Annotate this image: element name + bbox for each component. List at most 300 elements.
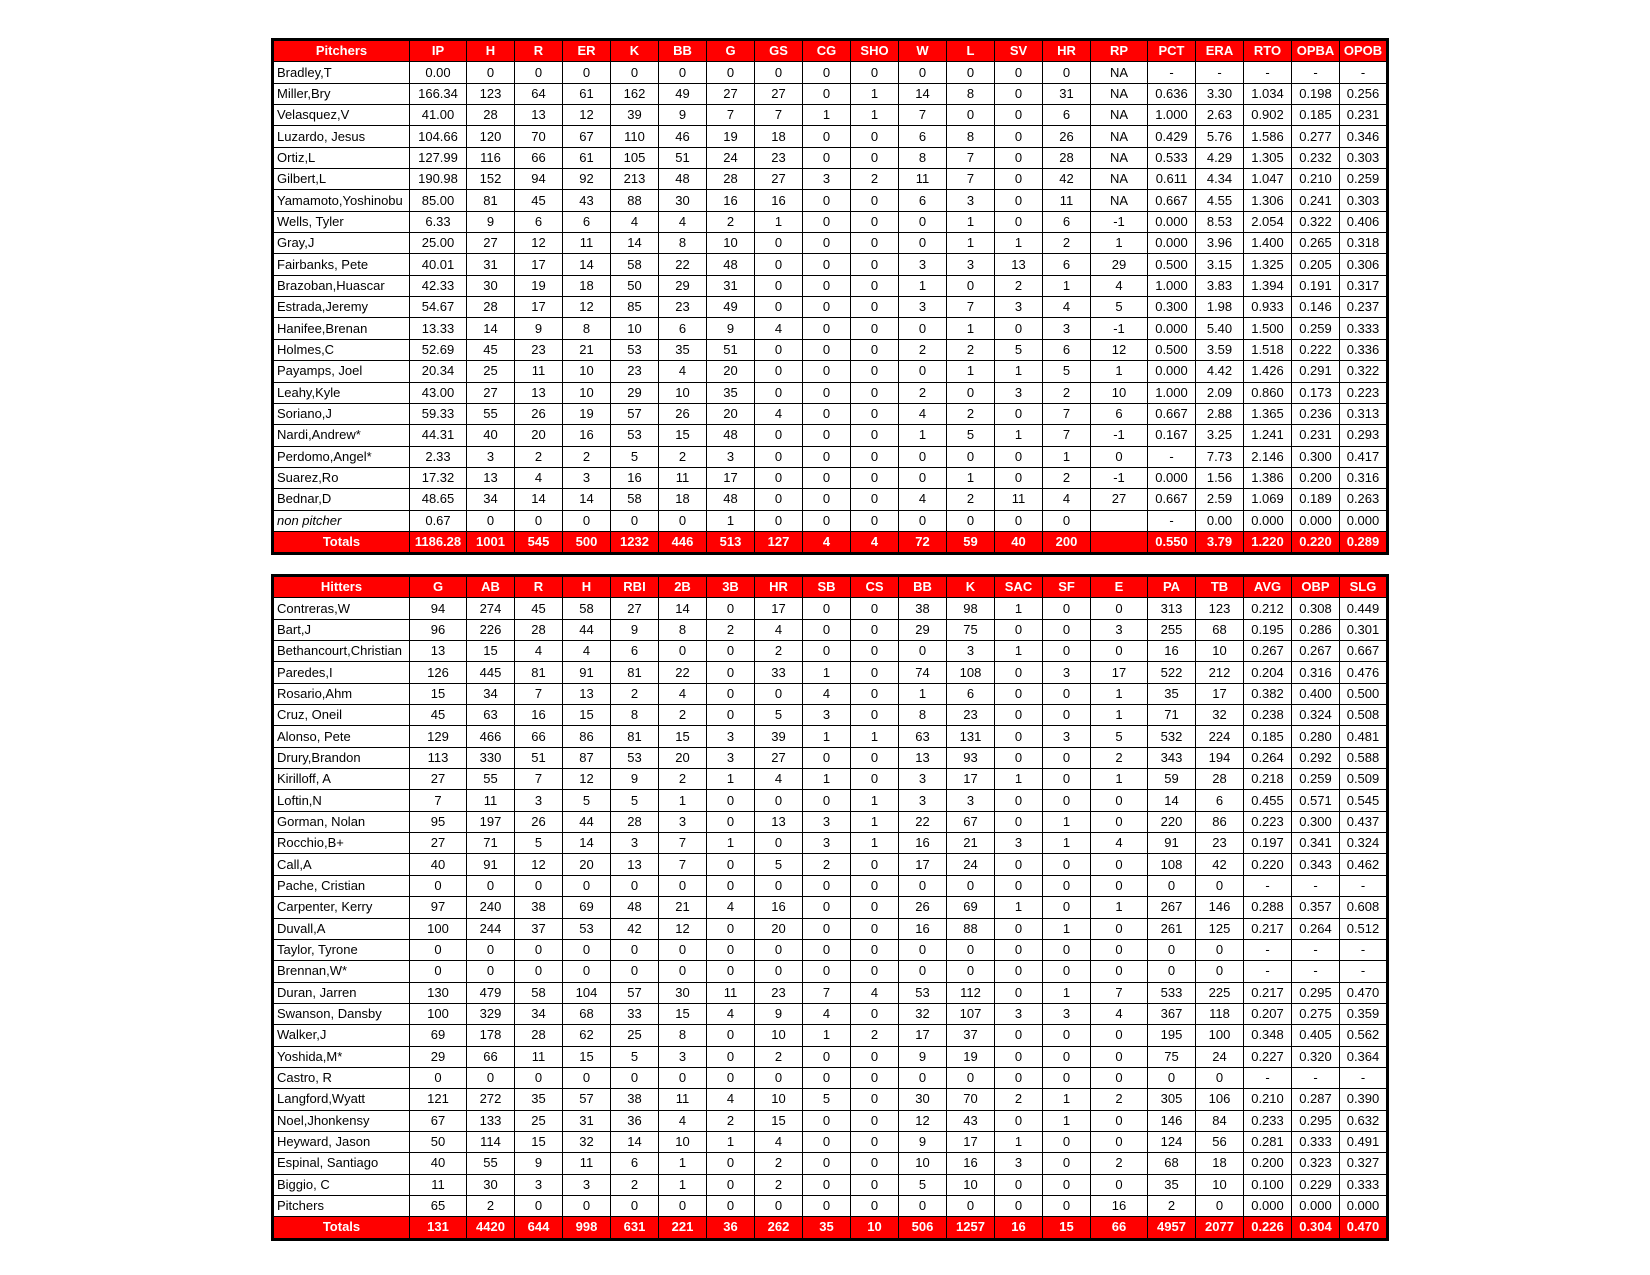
stat-cell: 10 bbox=[947, 1174, 995, 1195]
player-name: Miller,Bry bbox=[273, 83, 410, 104]
stat-cell: 0 bbox=[995, 939, 1043, 960]
stat-cell: 4 bbox=[515, 641, 563, 662]
stat-cell: 3 bbox=[947, 641, 995, 662]
stat-cell: 2 bbox=[899, 382, 947, 403]
table-row bbox=[273, 811, 1388, 832]
table-row bbox=[273, 1174, 1388, 1195]
stat-cell: 6 bbox=[899, 126, 947, 147]
stat-cell: 0 bbox=[851, 190, 899, 211]
stat-cell: 1.394 bbox=[1244, 275, 1292, 296]
stat-cell: 0 bbox=[1091, 446, 1148, 467]
stat-cell: - bbox=[1292, 939, 1340, 960]
stat-cell: 0.348 bbox=[1244, 1025, 1292, 1046]
stat-cell: 0 bbox=[755, 833, 803, 854]
stat-cell: 3 bbox=[995, 297, 1043, 318]
stat-cell: 15 bbox=[563, 1046, 611, 1067]
stat-cell: 0 bbox=[563, 1067, 611, 1088]
totals-cell: 1186.28 bbox=[410, 531, 467, 553]
stat-cell: 15 bbox=[467, 641, 515, 662]
stat-cell: 0 bbox=[611, 875, 659, 896]
pitchers-column-header: K bbox=[611, 40, 659, 62]
stat-cell: 6 bbox=[515, 211, 563, 232]
stat-cell: 48 bbox=[707, 425, 755, 446]
stat-cell: 40.01 bbox=[410, 254, 467, 275]
stat-cell: 2 bbox=[515, 446, 563, 467]
stat-cell: 0 bbox=[707, 1174, 755, 1195]
stat-cell: 0 bbox=[707, 811, 755, 832]
stat-cell: 0.333 bbox=[1340, 1174, 1388, 1195]
stat-cell: 0 bbox=[899, 1067, 947, 1088]
table-row bbox=[273, 854, 1388, 875]
stat-cell: 3 bbox=[947, 254, 995, 275]
stat-cell: 75 bbox=[1148, 1046, 1196, 1067]
hitters-column-header: AVG bbox=[1244, 576, 1292, 598]
stat-cell: 9 bbox=[515, 318, 563, 339]
stat-cell: 108 bbox=[1148, 854, 1196, 875]
stat-cell: 24 bbox=[1196, 1046, 1244, 1067]
stat-cell: 0 bbox=[707, 641, 755, 662]
stat-cell: 0 bbox=[467, 961, 515, 982]
stat-cell: 61 bbox=[563, 83, 611, 104]
pitchers-column-header: ERA bbox=[1196, 40, 1244, 62]
stat-cell: 3 bbox=[1043, 662, 1091, 683]
stat-cell: 3 bbox=[467, 446, 515, 467]
stat-cell: 1 bbox=[803, 1025, 851, 1046]
stat-cell: 112 bbox=[947, 982, 995, 1003]
stat-cell: 274 bbox=[467, 598, 515, 619]
table-row bbox=[273, 683, 1388, 704]
stat-cell: 30 bbox=[659, 982, 707, 1003]
stat-cell: 14 bbox=[515, 489, 563, 510]
stat-cell: 0.933 bbox=[1244, 297, 1292, 318]
stat-cell: 131 bbox=[947, 726, 995, 747]
stat-cell: 48 bbox=[707, 489, 755, 510]
stat-cell: 0.636 bbox=[1148, 83, 1196, 104]
stat-cell: 26 bbox=[899, 897, 947, 918]
stat-cell: 0 bbox=[803, 446, 851, 467]
totals-label: Totals bbox=[273, 1217, 410, 1239]
stat-cell: 4 bbox=[1043, 489, 1091, 510]
stat-cell: 0.341 bbox=[1292, 833, 1340, 854]
stat-cell: 0 bbox=[851, 961, 899, 982]
table-row bbox=[273, 361, 1388, 382]
stat-cell: 2.59 bbox=[1196, 489, 1244, 510]
stat-cell: 0 bbox=[995, 169, 1043, 190]
stat-cell: 0 bbox=[563, 62, 611, 83]
stat-cell: 0 bbox=[707, 662, 755, 683]
stat-cell: 3 bbox=[515, 1174, 563, 1195]
stat-cell: 0.236 bbox=[1292, 403, 1340, 424]
pitchers-body bbox=[273, 62, 1388, 532]
stat-cell: 0 bbox=[1091, 1131, 1148, 1152]
stat-cell: 0.238 bbox=[1244, 705, 1292, 726]
stat-cell: 17 bbox=[947, 769, 995, 790]
stat-cell: 96 bbox=[410, 619, 467, 640]
stat-cell: 2 bbox=[659, 769, 707, 790]
totals-cell: 221 bbox=[659, 1217, 707, 1239]
stat-cell: 29 bbox=[659, 275, 707, 296]
stat-cell: 0 bbox=[659, 961, 707, 982]
stat-cell: 7 bbox=[947, 169, 995, 190]
stat-cell: 1.518 bbox=[1244, 339, 1292, 360]
stat-cell: 0 bbox=[467, 1067, 515, 1088]
stat-cell: 4 bbox=[707, 897, 755, 918]
stat-cell: 45 bbox=[515, 598, 563, 619]
totals-cell: 66 bbox=[1091, 1217, 1148, 1239]
stat-cell: 445 bbox=[467, 662, 515, 683]
stat-cell: 0.287 bbox=[1292, 1089, 1340, 1110]
stat-cell: 0 bbox=[851, 619, 899, 640]
player-name: Pitchers bbox=[273, 1195, 410, 1216]
stat-cell: 58 bbox=[611, 254, 659, 275]
stat-cell: 533 bbox=[1148, 982, 1196, 1003]
stat-cell: 11 bbox=[899, 169, 947, 190]
stat-cell: 0.227 bbox=[1244, 1046, 1292, 1067]
stat-cell: 19 bbox=[707, 126, 755, 147]
stat-cell: 1 bbox=[995, 1131, 1043, 1152]
stat-cell: 0 bbox=[659, 1195, 707, 1216]
stat-cell: 20.34 bbox=[410, 361, 467, 382]
stat-cell: 0 bbox=[1043, 1153, 1091, 1174]
stat-cell: 479 bbox=[467, 982, 515, 1003]
stat-cell: 17 bbox=[899, 854, 947, 875]
stat-cell: - bbox=[1244, 961, 1292, 982]
stat-cell: 0.264 bbox=[1292, 918, 1340, 939]
stat-cell: 4 bbox=[1091, 275, 1148, 296]
stat-cell: 0 bbox=[563, 939, 611, 960]
stat-cell: 28 bbox=[611, 811, 659, 832]
stat-cell: 69 bbox=[410, 1025, 467, 1046]
stat-cell: 2 bbox=[947, 403, 995, 424]
stat-cell: 220 bbox=[1148, 811, 1196, 832]
hitters-column-header: K bbox=[947, 576, 995, 598]
stat-cell: 3 bbox=[515, 790, 563, 811]
stat-cell: 267 bbox=[1148, 897, 1196, 918]
pitchers-column-header: HR bbox=[1043, 40, 1091, 62]
stat-cell: 52.69 bbox=[410, 339, 467, 360]
stat-cell: 17.32 bbox=[410, 467, 467, 488]
table-row bbox=[273, 489, 1388, 510]
stat-cell: 49 bbox=[707, 297, 755, 318]
stat-cell: 224 bbox=[1196, 726, 1244, 747]
stat-cell: 0 bbox=[899, 1195, 947, 1216]
stat-cell: 8.53 bbox=[1196, 211, 1244, 232]
stat-cell: 0.229 bbox=[1292, 1174, 1340, 1195]
stat-cell: 0.608 bbox=[1340, 897, 1388, 918]
stat-cell: 0 bbox=[803, 147, 851, 168]
totals-cell: 446 bbox=[659, 531, 707, 553]
stat-cell: 0 bbox=[851, 1174, 899, 1195]
stat-cell: 0.000 bbox=[1148, 318, 1196, 339]
stat-cell: 3 bbox=[803, 705, 851, 726]
stat-cell: 21 bbox=[563, 339, 611, 360]
stat-cell: 0 bbox=[995, 1067, 1043, 1088]
stat-cell: 11 bbox=[410, 1174, 467, 1195]
stat-cell: 0.308 bbox=[1292, 598, 1340, 619]
stat-cell: 0 bbox=[995, 1195, 1043, 1216]
stat-cell: 0.611 bbox=[1148, 169, 1196, 190]
stat-cell: 0.588 bbox=[1340, 747, 1388, 768]
player-name: Castro, R bbox=[273, 1067, 410, 1088]
stat-cell: 25 bbox=[611, 1025, 659, 1046]
stat-cell: 51 bbox=[707, 339, 755, 360]
stat-cell: 14 bbox=[659, 598, 707, 619]
stat-cell: 54.67 bbox=[410, 297, 467, 318]
stat-cell: 212 bbox=[1196, 662, 1244, 683]
stat-cell: 0.512 bbox=[1340, 918, 1388, 939]
stat-cell: 65 bbox=[410, 1195, 467, 1216]
stat-cell: 5.76 bbox=[1196, 126, 1244, 147]
stat-cell: 1 bbox=[1043, 446, 1091, 467]
pitchers-table bbox=[271, 38, 1389, 555]
stat-cell: 32 bbox=[1196, 705, 1244, 726]
stat-cell: 0.000 bbox=[1148, 211, 1196, 232]
stat-cell: - bbox=[1148, 510, 1196, 531]
stat-cell: 10 bbox=[1196, 1174, 1244, 1195]
stat-cell: 42 bbox=[1043, 169, 1091, 190]
stat-cell: 23 bbox=[659, 297, 707, 318]
table-row bbox=[273, 1067, 1388, 1088]
stat-cell: 1 bbox=[851, 83, 899, 104]
stat-cell: 0 bbox=[1091, 875, 1148, 896]
stat-cell: 7 bbox=[1043, 425, 1091, 446]
stat-cell: 0.333 bbox=[1292, 1131, 1340, 1152]
player-name: Paredes,I bbox=[273, 662, 410, 683]
stat-cell: 1.306 bbox=[1244, 190, 1292, 211]
stat-cell: 71 bbox=[1148, 705, 1196, 726]
hitters-column-header: R bbox=[515, 576, 563, 598]
stat-cell: 7 bbox=[1043, 403, 1091, 424]
player-name: Brennan,W* bbox=[273, 961, 410, 982]
stat-cell: 0 bbox=[899, 211, 947, 232]
totals-cell: 4957 bbox=[1148, 1217, 1196, 1239]
stat-cell: 1 bbox=[707, 510, 755, 531]
table-row bbox=[273, 769, 1388, 790]
stat-cell: 3 bbox=[899, 769, 947, 790]
stat-cell: 17 bbox=[707, 467, 755, 488]
stat-cell: 10 bbox=[1196, 641, 1244, 662]
table-row bbox=[273, 297, 1388, 318]
stat-cell: 0 bbox=[755, 339, 803, 360]
stat-cell: 114 bbox=[467, 1131, 515, 1152]
stat-cell: 0 bbox=[851, 275, 899, 296]
stat-cell: 85.00 bbox=[410, 190, 467, 211]
stat-cell: -1 bbox=[1091, 211, 1148, 232]
stat-cell: 0 bbox=[755, 510, 803, 531]
stat-cell: 4.34 bbox=[1196, 169, 1244, 190]
stat-cell: 0.280 bbox=[1292, 726, 1340, 747]
stat-cell: 16 bbox=[563, 425, 611, 446]
stat-cell: 0 bbox=[1091, 1025, 1148, 1046]
pitchers-column-header: OPBA bbox=[1292, 40, 1340, 62]
stat-cell: 2 bbox=[611, 683, 659, 704]
totals-cell: 0.550 bbox=[1148, 531, 1196, 553]
stat-cell: 68 bbox=[1148, 1153, 1196, 1174]
stat-cell: 37 bbox=[947, 1025, 995, 1046]
stat-cell: 0 bbox=[1043, 1067, 1091, 1088]
stat-cell: 1 bbox=[755, 211, 803, 232]
stat-cell: 178 bbox=[467, 1025, 515, 1046]
stat-cell: 0 bbox=[611, 1195, 659, 1216]
stat-cell: 0.218 bbox=[1244, 769, 1292, 790]
stat-cell: 0.316 bbox=[1340, 467, 1388, 488]
stat-cell: 0 bbox=[851, 1046, 899, 1067]
stat-cell: 166.34 bbox=[410, 83, 467, 104]
stat-cell: NA bbox=[1091, 190, 1148, 211]
stat-cell: 0.357 bbox=[1292, 897, 1340, 918]
stat-cell: 0 bbox=[947, 382, 995, 403]
stat-cell: 27 bbox=[707, 83, 755, 104]
player-name: Duran, Jarren bbox=[273, 982, 410, 1003]
stat-cell: 4.55 bbox=[1196, 190, 1244, 211]
stat-cell: 16 bbox=[707, 190, 755, 211]
stat-cell: 48 bbox=[611, 897, 659, 918]
player-name: Estrada,Jeremy bbox=[273, 297, 410, 318]
table-row bbox=[273, 425, 1388, 446]
stat-cell: 0 bbox=[707, 961, 755, 982]
player-name: Velasquez,V bbox=[273, 105, 410, 126]
totals-cell: 3.79 bbox=[1196, 531, 1244, 553]
stat-cell: 0 bbox=[1148, 961, 1196, 982]
stat-cell: 31 bbox=[1043, 83, 1091, 104]
stat-cell: 59.33 bbox=[410, 403, 467, 424]
table-row bbox=[273, 339, 1388, 360]
stat-cell: 92 bbox=[563, 169, 611, 190]
stat-cell: 3 bbox=[947, 190, 995, 211]
stat-cell: 0.324 bbox=[1292, 705, 1340, 726]
stat-cell: 0 bbox=[851, 662, 899, 683]
stat-cell: 27 bbox=[410, 769, 467, 790]
stat-cell: 2.054 bbox=[1244, 211, 1292, 232]
stat-cell: 0 bbox=[803, 641, 851, 662]
stat-cell: 41.00 bbox=[410, 105, 467, 126]
player-name: Biggio, C bbox=[273, 1174, 410, 1195]
stat-cell: 0 bbox=[755, 489, 803, 510]
stat-cell: 240 bbox=[467, 897, 515, 918]
stat-cell: 0 bbox=[803, 275, 851, 296]
stat-cell: 0 bbox=[851, 211, 899, 232]
stat-cell: 0 bbox=[851, 918, 899, 939]
stat-cell: 0.256 bbox=[1340, 83, 1388, 104]
totals-cell: 998 bbox=[563, 1217, 611, 1239]
stat-cell: 0.313 bbox=[1340, 403, 1388, 424]
stat-cell: 13 bbox=[755, 811, 803, 832]
stat-cell: 130 bbox=[410, 982, 467, 1003]
totals-label: Totals bbox=[273, 531, 410, 553]
stat-cell: 91 bbox=[563, 662, 611, 683]
stat-cell: 24 bbox=[707, 147, 755, 168]
stat-cell: 2 bbox=[755, 1153, 803, 1174]
player-name: Cruz, Oneil bbox=[273, 705, 410, 726]
totals-cell: 15 bbox=[1043, 1217, 1091, 1239]
stat-cell: 104.66 bbox=[410, 126, 467, 147]
stat-cell: 1 bbox=[1043, 275, 1091, 296]
stat-cell: 0 bbox=[1196, 1067, 1244, 1088]
stat-cell: 532 bbox=[1148, 726, 1196, 747]
stat-cell: 0 bbox=[995, 510, 1043, 531]
stat-cell: 1 bbox=[995, 641, 1043, 662]
player-name: Carpenter, Kerry bbox=[273, 897, 410, 918]
stat-cell: 108 bbox=[947, 662, 995, 683]
stat-cell: 9 bbox=[611, 769, 659, 790]
stat-cell: 0 bbox=[1091, 961, 1148, 982]
stat-cell: 0 bbox=[1043, 619, 1091, 640]
stat-cell: 110 bbox=[611, 126, 659, 147]
stat-cell: 0.000 bbox=[1340, 1195, 1388, 1216]
stat-cell: 2.63 bbox=[1196, 105, 1244, 126]
stat-cell: 0.205 bbox=[1292, 254, 1340, 275]
stat-cell: 0 bbox=[851, 1153, 899, 1174]
stat-cell: 0.303 bbox=[1340, 147, 1388, 168]
stat-cell: 11 bbox=[659, 467, 707, 488]
stat-cell: 0 bbox=[947, 961, 995, 982]
stat-cell: 146 bbox=[1148, 1110, 1196, 1131]
stat-cell: 0 bbox=[1091, 1110, 1148, 1131]
stat-cell: 45 bbox=[410, 705, 467, 726]
stat-cell: 1 bbox=[947, 361, 995, 382]
stat-cell: 0.306 bbox=[1340, 254, 1388, 275]
stat-cell: 0.265 bbox=[1292, 233, 1340, 254]
stat-cell: 0 bbox=[1043, 1195, 1091, 1216]
totals-cell: 72 bbox=[899, 531, 947, 553]
stat-cell: 2 bbox=[995, 1089, 1043, 1110]
stat-cell: 64 bbox=[515, 83, 563, 104]
totals-cell: 262 bbox=[755, 1217, 803, 1239]
stat-cell: 20 bbox=[659, 747, 707, 768]
stat-cell: 1.000 bbox=[1148, 275, 1196, 296]
stat-cell: 18 bbox=[563, 275, 611, 296]
stat-cell: 0.167 bbox=[1148, 425, 1196, 446]
stat-cell: 0 bbox=[515, 62, 563, 83]
stat-cell: 255 bbox=[1148, 619, 1196, 640]
table-row bbox=[273, 1131, 1388, 1152]
stat-cell: 0.336 bbox=[1340, 339, 1388, 360]
stat-cell: 0 bbox=[1148, 875, 1196, 896]
stat-cell: 25 bbox=[467, 361, 515, 382]
stat-cell: 14 bbox=[611, 233, 659, 254]
stat-cell: 88 bbox=[611, 190, 659, 211]
stat-cell: 9 bbox=[707, 318, 755, 339]
totals-cell: 10 bbox=[851, 1217, 899, 1239]
stat-cell: 51 bbox=[515, 747, 563, 768]
stat-cell: 38 bbox=[611, 1089, 659, 1110]
stat-cell: 10 bbox=[563, 361, 611, 382]
stat-cell: 0.902 bbox=[1244, 105, 1292, 126]
stat-cell: 0 bbox=[515, 1195, 563, 1216]
stat-cell: 9 bbox=[659, 105, 707, 126]
stat-cell: 1 bbox=[995, 361, 1043, 382]
pitchers-header-row bbox=[273, 40, 1388, 62]
stat-cell: 3 bbox=[899, 254, 947, 275]
stat-cell: 14 bbox=[611, 1131, 659, 1152]
stat-cell: 0 bbox=[995, 1025, 1043, 1046]
totals-cell: 644 bbox=[515, 1217, 563, 1239]
stat-cell: 7 bbox=[659, 854, 707, 875]
stat-cell: 0 bbox=[947, 939, 995, 960]
pitchers-column-header: Pitchers bbox=[273, 40, 410, 62]
stat-cell: 0 bbox=[707, 598, 755, 619]
table-row bbox=[273, 254, 1388, 275]
table-row bbox=[273, 190, 1388, 211]
stat-cell: 1 bbox=[659, 790, 707, 811]
player-name: Walker,J bbox=[273, 1025, 410, 1046]
stat-cell: 0 bbox=[899, 361, 947, 382]
stat-cell: 3 bbox=[659, 811, 707, 832]
stat-cell: 0 bbox=[707, 705, 755, 726]
stat-cell: 0.292 bbox=[1292, 747, 1340, 768]
stat-cell: 0 bbox=[1148, 1067, 1196, 1088]
stat-cell: 0 bbox=[1043, 62, 1091, 83]
